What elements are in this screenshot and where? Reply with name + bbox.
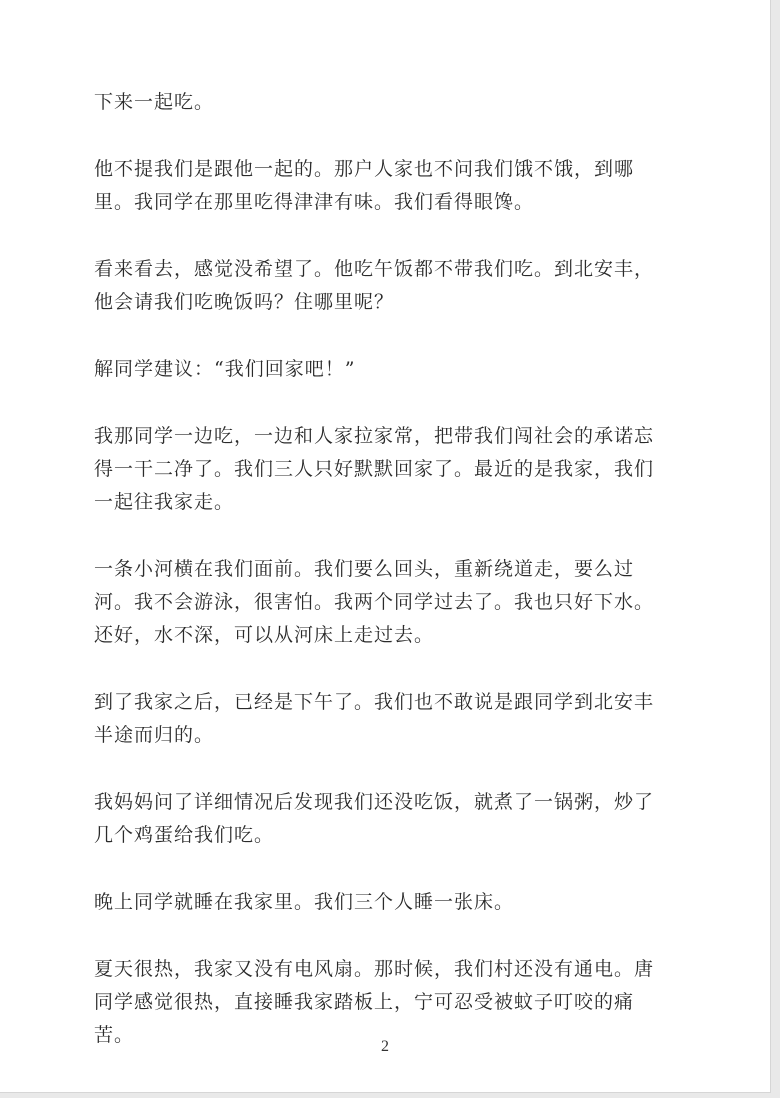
text-line: 他会请我们吃晚饭吗？住哪里呢？	[94, 291, 395, 313]
text-line: 还好，水不深，可以从河床上走过去。	[94, 624, 435, 646]
text-line: 一起往我家走。	[94, 491, 235, 513]
text-line: 半途而归的。	[94, 724, 215, 746]
paragraph-9	[94, 886, 694, 919]
paragraph-1	[94, 86, 694, 119]
paragraph-7	[94, 686, 694, 752]
text-line: 同学感觉很热，直接睡我家踏板上，宁可忍受被蚊子叮咬的痛	[94, 991, 635, 1013]
text-line: 看来看去，感觉没希望了。他吃午饭都不带我们吃。到北安丰，	[94, 258, 655, 280]
paragraph-6	[94, 553, 694, 652]
text-line: 我那同学一边吃，一边和人家拉家常，把带我们闯社会的承诺忘	[94, 425, 655, 447]
text-line: 到了我家之后，已经是下午了。我们也不敢说是跟同学到北安丰	[94, 691, 655, 713]
text-line: 他不提我们是跟他一起的。那户人家也不问我们饿不饿，到哪	[94, 158, 635, 180]
paragraph-2	[94, 153, 694, 219]
document-body	[94, 86, 694, 1086]
text-line: 夏天很热，我家又没有电风扇。那时候，我们村还没有通电。唐	[94, 958, 655, 980]
text-line: 解同学建议：“我们回家吧！”	[94, 358, 356, 380]
paragraph-4	[94, 353, 694, 386]
paragraph-5	[94, 420, 694, 519]
text-line: 河。我不会游泳，很害怕。我两个同学过去了。我也只好下水。	[94, 591, 655, 613]
text-line: 一条小河横在我们面前。我们要么回头，重新绕道走，要么过	[94, 558, 635, 580]
text-line: 下来一起吃。	[94, 91, 215, 113]
text-line: 苦。	[94, 1024, 135, 1046]
text-line: 得一干二净了。我们三人只好默默回家了。最近的是我家，我们	[94, 458, 655, 480]
paragraph-3	[94, 253, 694, 319]
text-line: 里。我同学在那里吃得津津有味。我们看得眼馋。	[94, 191, 535, 213]
text-line: 晚上同学就睡在我家里。我们三个人睡一张床。	[94, 891, 515, 913]
paragraph-8	[94, 786, 694, 852]
page-number: 2	[381, 1038, 389, 1055]
text-line: 几个鸡蛋给我们吃。	[94, 824, 275, 846]
text-line: 我妈妈问了详细情况后发现我们还没吃饭，就煮了一锅粥，炒了	[94, 791, 655, 813]
